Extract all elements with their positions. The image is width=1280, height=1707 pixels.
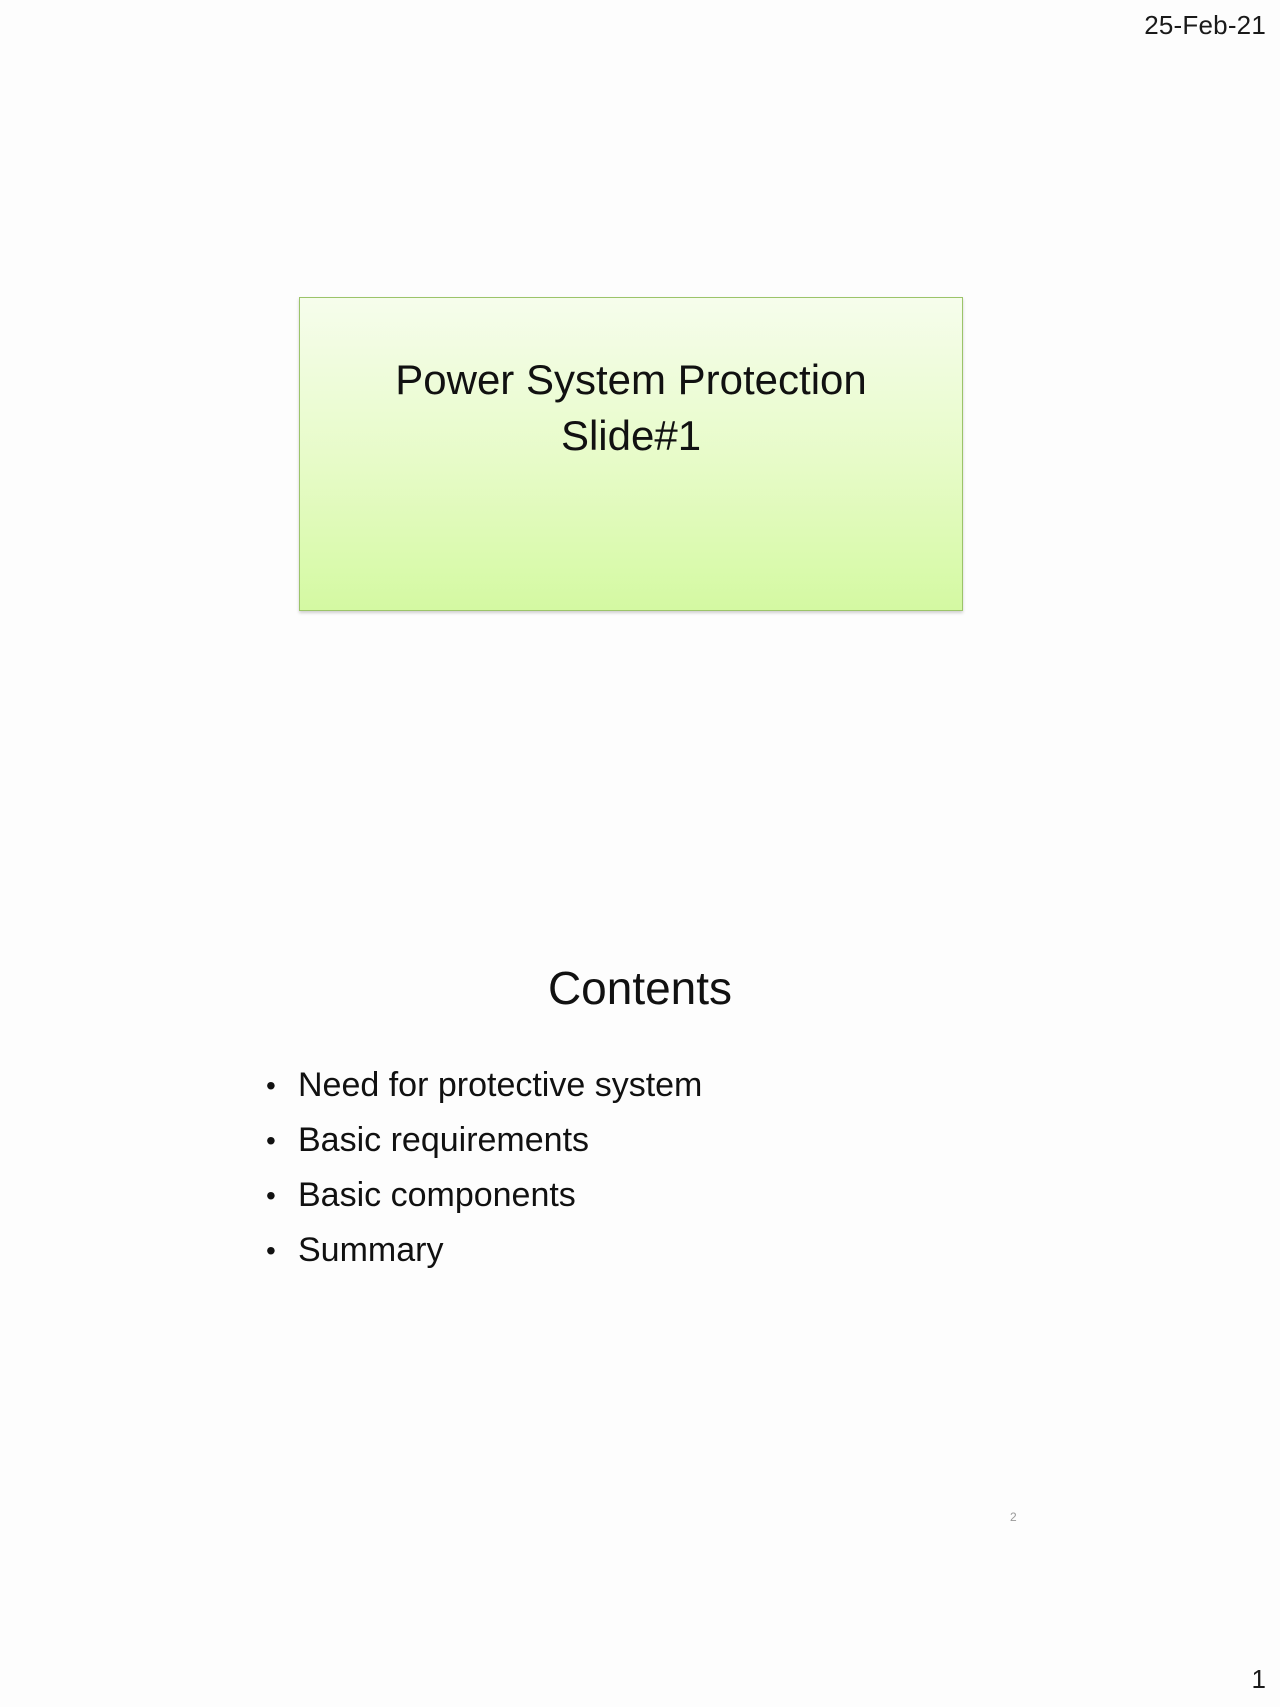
- list-item: [266, 1223, 702, 1278]
- bullet-icon: •: [266, 1235, 276, 1266]
- bullet-icon: •: [266, 1070, 276, 1101]
- header-date: 25-Feb-21: [1144, 10, 1266, 40]
- list-item: [266, 1168, 702, 1223]
- slide-1-title: [300, 352, 962, 464]
- bullet-icon: •: [266, 1125, 276, 1156]
- list-item: [266, 1058, 702, 1113]
- list-item-text: Need for protective system: [298, 1066, 703, 1104]
- slide-1-title-line1: Power System Protection: [395, 356, 867, 403]
- slide-2: [240, 940, 1040, 1540]
- slide-number: 2: [1010, 1510, 1017, 1524]
- contents-list: [266, 1058, 702, 1278]
- page-number: 1: [1251, 1664, 1266, 1694]
- bullet-icon: •: [266, 1180, 276, 1211]
- list-item-text: Summary: [298, 1231, 444, 1269]
- contents-title: Contents: [547, 962, 733, 1014]
- list-item-text: Basic components: [298, 1176, 576, 1214]
- slide-1-title-line2: Slide#1: [560, 412, 702, 459]
- list-item: [266, 1113, 702, 1168]
- list-item-text: Basic requirements: [298, 1121, 590, 1159]
- slide-1-title-box: [299, 297, 963, 611]
